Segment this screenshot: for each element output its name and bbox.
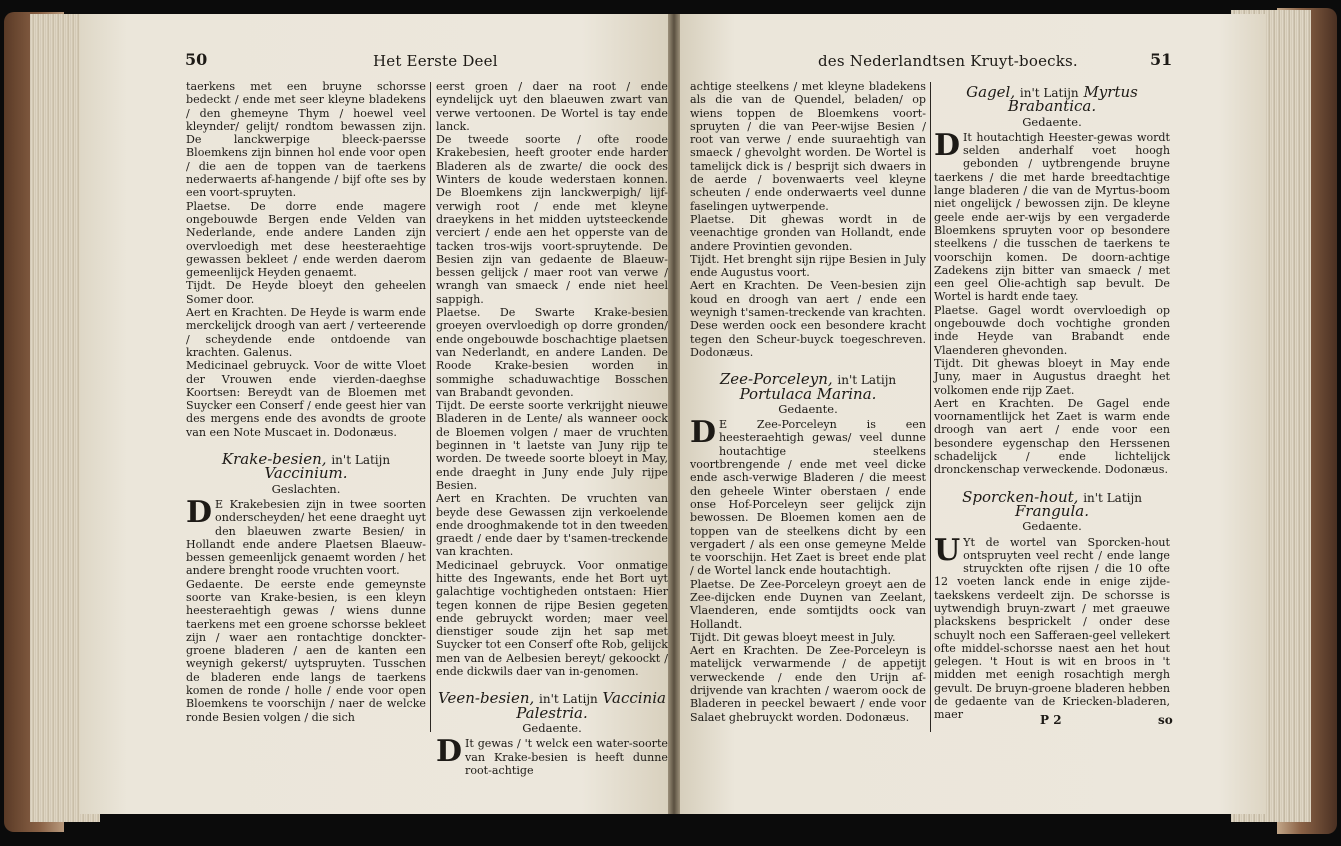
dropcap: D bbox=[934, 127, 961, 163]
left-page-number: 50 bbox=[185, 50, 208, 69]
col2-plaetse: Plaetse. De Swarte Krake-besien groeyen overvloedigh op dorre gronden/ ende ongebouwde boschachtige plaetsen van Nederlandt, en andere Landen. De Roode Krake-besien worden in sommighe schaduwachtige Bosschen van Brabandt gevonden. bbox=[436, 306, 668, 399]
subhead-geslachten: Geslachten. bbox=[271, 481, 341, 496]
dropcap: D bbox=[690, 415, 717, 451]
col4-plaetse: Plaetse. Gagel wordt overvloedigh op ongebouwde doch vochtighe gronden inde Heyde van Brabandt ende Vlaenderen ghevonden. bbox=[934, 303, 1170, 357]
col3-tijdt: Tijdt. Het brenght sijn rijpe Besien in July ende Augustus voort. bbox=[690, 252, 926, 280]
col2-krachten: Aert en Krachten. De vruchten van beyde dese Gewassen zijn verkoelende ende drooghmakende tot in den tweeden graedt / ende daer by t'samen-treckende van krachten. bbox=[436, 492, 668, 559]
subhead-gedaente: Gedaente. bbox=[522, 720, 582, 735]
col2-intro: eerst groen / daer na root / ende eyndelijck uyt den blaeuwen zwart van verwe vertoonen. De Wortel is tay ende lanck. bbox=[436, 80, 668, 133]
column-divider-left bbox=[430, 82, 431, 732]
column-3 bbox=[690, 80, 926, 730]
entry-title-gagel: Gagel, in't Latijn Myrtus Brabantica. bbox=[966, 83, 1138, 116]
col4-gedaente2: U Yt de wortel van Sporcken-hout ontspruyten veel recht / ende lange struyckten ofte rijsen / die 10 ofte 12 voeten lanck ende in enige zijde-taekskens verdeelt zijn. De schorsse is uytwendigh bruyn-zwart / met graeuwe plackskens besprickelt / onder dese schuylt noch een Safferaen-geel vellekert ofte middel-schorsse naest aen het hout gelegen. 't Hout is wit en broos in 't midden met eenigh rosachtigh mergh gevult. De bruyn-groene bladeren hebben de gedaente van de Kriecken-bladeren, maer bbox=[934, 532, 1170, 722]
col3-intro: achtige steelkens / met kleyne bladekens als die van de Quendel, beladen/ op wiens toppen de Bloemkens voort-spruyten / die van Peer-wijse Besien / root van verwe / ende suuraehtigh van smaeck / ghevolght worden. De Wortel is tamelijck dick is / besprijt sich dwaers in de aerde / bovenwaerts veel kleyne scheuten / ende onderwaerts veel dunne faselingen uytwerpende. bbox=[690, 80, 926, 213]
subhead-gedaente-2: Gedaente. bbox=[1022, 519, 1082, 534]
column-2 bbox=[436, 80, 668, 777]
col1-medicinael: Medicinael gebruyck. Voor de witte Vloet der Vrouwen ende vierden-daeghse Koortsen: Bereydt van de Bloemen met Suycker een Conserf / ende geest hier van des mergens ende des avondts de groote van een Note Muscaet in. Dodonæus. bbox=[186, 359, 426, 439]
dropcap: D bbox=[186, 494, 213, 530]
col1-gedaente: Gedaente. De eerste ende gemeynste soorte van Krake-besien, is een kleyn heesteraehtigh gewas / wiens dunne taerkens met een groene schorsse bekleet zijn / waer aen rontachtige donckter-groene bladeren / aen de kanten een weynigh gekerst/ uytspruyten. Tusschen de bladeren ende langs de taerkens komen de ronde / holle / ende voor open Bloemkens te voorschijn / naer de welcke ronde Besien volgen / die sich bbox=[186, 577, 426, 724]
dropcap: U bbox=[934, 532, 961, 568]
subhead-gedaente: Gedaente. bbox=[778, 401, 838, 416]
col3-plaetse2: Plaetse. De Zee-Porceleyn groeyt aen de Zee-dijcken ende Duynen van Zeelant, Vlaenderen, ende somtijdts oock van Hollandt. bbox=[690, 577, 926, 631]
col1-intro: taerkens met een bruyne schorsse bedeckt / ende met seer kleyne bladekens / den ghemeyne Thym / hoewel veel kleynder/ gelijt/ rondtom bewassen zijn. De lanckwerpige bleeck-paersse Bloemkens zijn binnen hol ende voor open / die aen de toppen van de taerkens nederwaerts af-hangende / bijf ofte ses by een voort-spruyten. bbox=[186, 80, 426, 200]
col3-gedaente: D E Zee-Porceleyn is een heesteraehtigh gewas/ veel dunne houtachtige steelkens voortbrengende / ende met veel dicke ende asch-verwige Bladeren / die meest den geheele Winter oberstaen / ende onse Hof-Porceleyn seer gelijck zijn bewossen. De Bloemen komen aen de toppen van de steelkens dicht by een vergadert / als een onse gemeyne Melde te voorschijn. Het Zaet is breet ende plat / de Wortel lanck ende houtachtigh. bbox=[690, 415, 926, 578]
catchword: so bbox=[1158, 713, 1173, 727]
book-gutter bbox=[668, 14, 680, 814]
column-1 bbox=[186, 80, 426, 730]
col4-krachten: Aert en Krachten. De Gagel ende voornamentlijck het Zaet is warm ende droogh van aert / ende voor een besondere eygenschap den Herssenen schadelijck / ende lichtelijck dronckenschap verweckende. Dodonæus. bbox=[934, 396, 1170, 477]
right-running-title: des Nederlandtsen Kruyt-boecks. bbox=[818, 52, 1078, 70]
col3-krachten2: Aert en Krachten. De Zee-Porceleyn is matelijck verwarmende / de appetijt verweckende / ende den Urijn af-drijvende van krachten / waerom oock de Bladeren in peeckel bewaert / ende voor Salaet ghebruyckt worden. Dodonæus. bbox=[690, 644, 926, 724]
right-page-number: 51 bbox=[1150, 50, 1173, 69]
col4-gedaente: D It houtachtigh Heester-gewas wordt selden anderhalf voet hoogh gebonden / uytbrengende bruyne taerkens / die met harde breedtachtige lange bladeren / die van de Myrtus-boom niet ongelijck / bewossen zijn. De kleyne geele ende aer-wijs by een vergaderde Bloemkens spruyten voor op besondere steelkens / die tusschen de taerkens te voorschijn komen. De doorn-achtige Zadekens zijn bitter van smaeck / met een geel Olie-achtigh sap bevult. De Wortel is hardt ende taey. bbox=[934, 127, 1170, 304]
column-4 bbox=[934, 80, 1170, 730]
col4-tijdt: Tijdt. Dit ghewas bloeyt in May ende Juny, maer in Augustus draeght het volkomen ende rijp Zaet. bbox=[934, 356, 1170, 397]
left-running-title: Het Eerste Deel bbox=[373, 52, 498, 70]
col3-tijdt2: Tijdt. Dit gewas bloeyt meest in July. bbox=[690, 630, 896, 644]
col2-medicinael: Medicinael gebruyck. Voor onmatige hitte des Ingewants, ende het Bort uyt galachtige vochtigheden ontstaen: Hier tegen konnen de rijpe Besien gegeten ende gebruyckt worden; maer veel dienstiger soude zijn het sap met Suycker tot een Conserf ofte Rob, gelijck men van de Aelbesien bereyt/ gekoockt / ende dickwils daer van in-genomen. bbox=[436, 558, 668, 679]
col1-geslachten: D E Krakebesien zijn in twee soorten onderscheyden/ het eene draeght uyt den blaeuwen zwarte Besien/ in Hollandt ende andere Plaetsen Blaeuw-bessen gemeenlijck genaemt worden / het andere brenght roode vruchten voort. bbox=[186, 494, 426, 578]
entry-title-sporcken-hout: Sporcken-hout, in't Latijn Frangula. bbox=[962, 487, 1142, 520]
column-divider-right bbox=[930, 82, 931, 732]
col2-tijdt: Tijdt. De eerste soorte verkrijght nieuwe Bladeren in de Lente/ als wanneer oock de Bloemen volgen / maer de vruchten beginnen in 't laetste van Juny rijp te worden. De tweede soorte bloeyt in May, ende draeght in Juny ende July rijpe Besien. bbox=[436, 399, 668, 492]
entry-title-veen-besien: Veen-besien, in't Latijn Vaccinia Palestria. bbox=[438, 689, 666, 722]
subhead-gedaente: Gedaente. bbox=[1022, 114, 1082, 129]
col1-tijdt: Tijdt. De Heyde bloeyt den geheelen Somer door. bbox=[186, 279, 426, 306]
entry-title-zee-porceleyn: Zee-Porceleyn, in't Latijn Portulaca Marina. bbox=[719, 370, 897, 403]
signature-mark: P 2 bbox=[1040, 713, 1062, 727]
col2-gedaente: D It gewas / 't welck een water-soorte van Krake-besien is heeft dunne root-achtige bbox=[436, 734, 668, 777]
col1-plaetse: Plaetse. De dorre ende magere ongebouwde Bergen ende Velden van Nederlande, ende andere Landen zijn overvloedigh met dese heesteraehtige gewassen bekleet / ende werden daerom gemeenlijck Heyden genaemt. bbox=[186, 199, 426, 280]
dropcap: D bbox=[436, 734, 463, 770]
col2-tweede: De tweede soorte / ofte roode Krakebesien, heeft grooter ende harder Bladeren als de zwarte/ die oock des Winters de koude wederstaen konnen. De Bloemkens zijn lanckwerpigh/ lijf-verwigh root / ende met kleyne draeykens in het midden uytsteeckende verciert / ende aen het opperste van de tacken tros-wijs voort-spruytende. De Besien zijn van gedaente de Blaeuw-bessen gelijck / maer root van verwe / wrangh van smaeck / ende niet heel sappigh. bbox=[436, 133, 668, 306]
entry-title-krake-besien: Krake-besien, in't Latijn Vaccinium. bbox=[221, 450, 391, 483]
col1-krachten: Aert en Krachten. De Heyde is warm ende merckelijck droogh van aert / verteerende / scheydende ende ontdoende van krachten. Galenus. bbox=[186, 306, 426, 359]
col3-krachten: Aert en Krachten. De Veen-besien zijn koud en droogh van aert / ende een weynigh t'samen-treckende van krachten. Dese werden oock een besondere kracht tegen den Scheur-buyck toegeschreven. Dodonæus. bbox=[690, 279, 926, 359]
col3-plaetse: Plaetse. Dit ghewas wordt in de veenachtige gronden van Hollandt, ende andere Provintien gevonden. bbox=[690, 212, 926, 253]
